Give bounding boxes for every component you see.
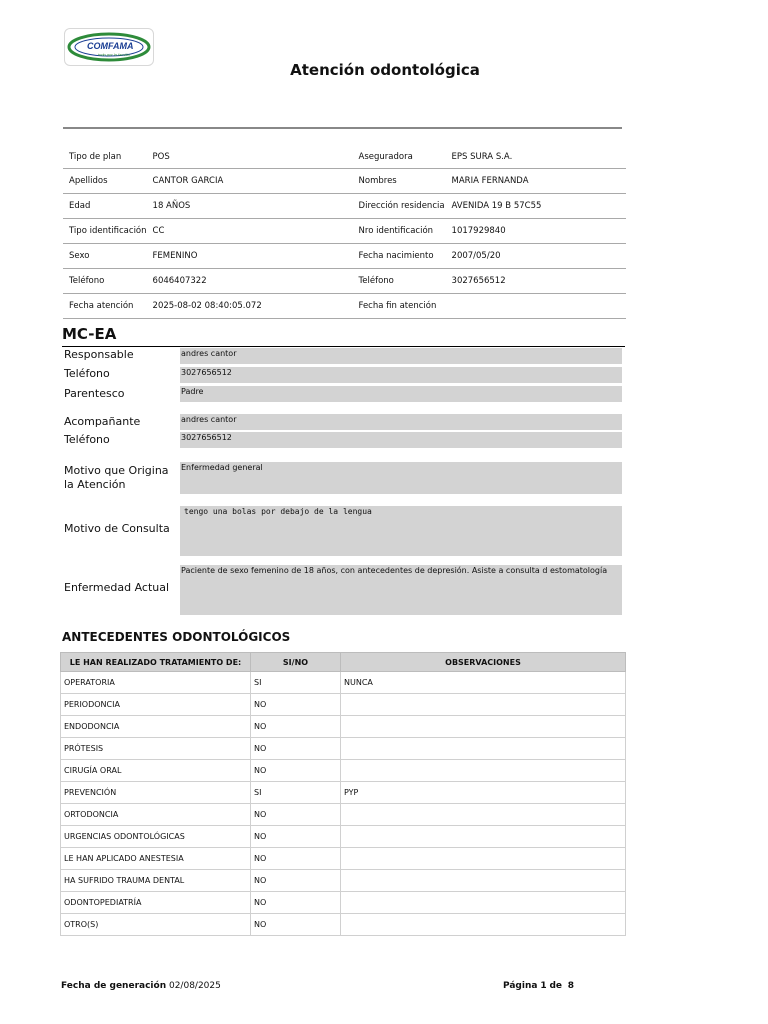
antecedentes-row: [61, 826, 626, 848]
observaciones-cell: [341, 804, 626, 826]
info-label: Teléfono: [353, 269, 446, 294]
sino-cell: NO: [251, 716, 341, 738]
patient-info-table: [63, 146, 626, 319]
info-value: FEMENINO: [147, 244, 353, 269]
svg-text:COMFAMA: COMFAMA: [87, 41, 134, 51]
telefono-label: Teléfono: [64, 367, 110, 380]
patient-info-row: [63, 146, 626, 169]
info-label: Edad: [63, 194, 147, 219]
info-value: EPS SURA S.A.: [446, 146, 626, 169]
patient-info-row: [63, 219, 626, 244]
info-value: [446, 294, 626, 319]
comfama-logo: [64, 28, 154, 66]
svg-text:todo por la familia: todo por la familia: [98, 52, 130, 57]
patient-info-row: [63, 244, 626, 269]
sino-cell: NO: [251, 804, 341, 826]
mcea-divider: [62, 346, 625, 347]
enfermedad-actual-field: Paciente de sexo femenino de 18 años, con antecedentes de depresión. Asiste a consulta d estomatología: [180, 565, 622, 615]
antecedentes-row: [61, 870, 626, 892]
observaciones-cell: [341, 760, 626, 782]
fecha-generacion-label: Fecha de generación: [61, 981, 167, 991]
info-label: Fecha fin atención: [353, 294, 446, 319]
motivo-consulta-field: tengo una bolas por debajo de la lengua: [180, 506, 622, 556]
antecedentes-row: [61, 738, 626, 760]
sino-cell: SI: [251, 782, 341, 804]
tratamiento-cell: ENDODONCIA: [61, 716, 251, 738]
tratamiento-cell: OPERATORIA: [61, 672, 251, 694]
sino-cell: NO: [251, 826, 341, 848]
acompanante-label: Acompañante: [64, 415, 141, 428]
tratamiento-cell: ORTODONCIA: [61, 804, 251, 826]
observaciones-cell: [341, 716, 626, 738]
antecedentes-row: [61, 672, 626, 694]
info-label: Apellidos: [63, 169, 147, 194]
tratamiento-cell: PERIODONCIA: [61, 694, 251, 716]
page-title: Atención odontológica: [290, 61, 480, 79]
info-label: Fecha nacimiento: [353, 244, 446, 269]
telefono2-field: 3027656512: [180, 432, 622, 448]
parentesco-field: Padre: [180, 386, 622, 402]
info-value: AVENIDA 19 B 57C55: [446, 194, 626, 219]
info-value: 6046407322: [147, 269, 353, 294]
tratamiento-cell: PRÓTESIS: [61, 738, 251, 760]
responsable-field: andres cantor: [180, 348, 622, 364]
antecedentes-row: [61, 694, 626, 716]
header-tratamiento: LE HAN REALIZADO TRATAMIENTO DE:: [61, 653, 251, 672]
patient-info-row: [63, 169, 626, 194]
antecedentes-table: [60, 652, 626, 936]
info-label: Fecha atención: [63, 294, 147, 319]
info-label: Teléfono: [63, 269, 147, 294]
logo-graphic: [65, 29, 153, 65]
info-label: Nro identificación: [353, 219, 446, 244]
antecedentes-row: [61, 760, 626, 782]
responsable-label: Responsable: [64, 348, 134, 361]
info-value: POS: [147, 146, 353, 169]
tratamiento-cell: HA SUFRIDO TRAUMA DENTAL: [61, 870, 251, 892]
info-value: MARIA FERNANDA: [446, 169, 626, 194]
tratamiento-cell: OTRO(S): [61, 914, 251, 936]
antecedentes-row: [61, 892, 626, 914]
antecedentes-title: ANTECEDENTES ODONTOLÓGICOS: [62, 630, 291, 644]
observaciones-cell: [341, 892, 626, 914]
info-value: CC: [147, 219, 353, 244]
patient-info-row: [63, 269, 626, 294]
patient-info-row: [63, 194, 626, 219]
tratamiento-cell: PREVENCIÓN: [61, 782, 251, 804]
antecedentes-row: [61, 782, 626, 804]
info-label: Aseguradora: [353, 146, 446, 169]
info-value: CANTOR GARCIA: [147, 169, 353, 194]
tratamiento-cell: LE HAN APLICADO ANESTESIA: [61, 848, 251, 870]
observaciones-cell: [341, 826, 626, 848]
observaciones-cell: [341, 870, 626, 892]
footer-generation-date: [61, 981, 221, 991]
antecedentes-row: [61, 914, 626, 936]
sino-cell: NO: [251, 694, 341, 716]
observaciones-cell: PYP: [341, 782, 626, 804]
motivo-origina-field: Enfermedad general: [180, 462, 622, 494]
header-divider: [63, 127, 622, 129]
info-value: 3027656512: [446, 269, 626, 294]
info-label: Nombres: [353, 169, 446, 194]
antecedentes-row: [61, 848, 626, 870]
header-observaciones: OBSERVACIONES: [341, 653, 626, 672]
info-label: Sexo: [63, 244, 147, 269]
motivo-origina-label-1: Motivo que Origina: [64, 464, 169, 477]
tratamiento-cell: CIRUGÍA ORAL: [61, 760, 251, 782]
observaciones-cell: [341, 848, 626, 870]
sino-cell: NO: [251, 760, 341, 782]
pagina-de: de: [549, 981, 562, 991]
sino-cell: SI: [251, 672, 341, 694]
pagina-label: Página: [503, 981, 538, 991]
info-value: 18 AÑOS: [147, 194, 353, 219]
tratamiento-cell: URGENCIAS ODONTOLÓGICAS: [61, 826, 251, 848]
mcea-heading: MC-EA: [62, 325, 117, 343]
observaciones-cell: [341, 914, 626, 936]
patient-info-row: [63, 294, 626, 319]
tratamiento-cell: ODONTOPEDIATRÍA: [61, 892, 251, 914]
sino-cell: NO: [251, 848, 341, 870]
telefono-field: 3027656512: [180, 367, 622, 383]
observaciones-cell: NUNCA: [341, 672, 626, 694]
pagina-total: 8: [567, 981, 574, 991]
info-label: Dirección residencia: [353, 194, 446, 219]
observaciones-cell: [341, 694, 626, 716]
footer-page-number: [503, 981, 574, 991]
header-sino: SI/NO: [251, 653, 341, 672]
info-label: Tipo identificación: [63, 219, 147, 244]
observaciones-cell: [341, 738, 626, 760]
antecedentes-row: [61, 804, 626, 826]
fecha-generacion-value: 02/08/2025: [168, 981, 221, 991]
telefono2-label: Teléfono: [64, 433, 110, 446]
motivo-origina-label-2: la Atención: [64, 478, 126, 491]
info-value: 1017929840: [446, 219, 626, 244]
sino-cell: NO: [251, 870, 341, 892]
enfermedad-actual-label: Enfermedad Actual: [64, 581, 170, 594]
acompanante-field: andres cantor: [180, 414, 622, 430]
info-value: 2025-08-02 08:40:05.072: [147, 294, 353, 319]
info-value: 2007/05/20: [446, 244, 626, 269]
sino-cell: NO: [251, 914, 341, 936]
motivo-consulta-label: Motivo de Consulta: [64, 522, 170, 535]
antecedentes-row: [61, 716, 626, 738]
sino-cell: NO: [251, 892, 341, 914]
parentesco-label: Parentesco: [64, 387, 125, 400]
pagina-num: 1: [540, 981, 547, 991]
info-label: Tipo de plan: [63, 146, 147, 169]
antecedentes-header-row: [61, 653, 626, 672]
sino-cell: NO: [251, 738, 341, 760]
